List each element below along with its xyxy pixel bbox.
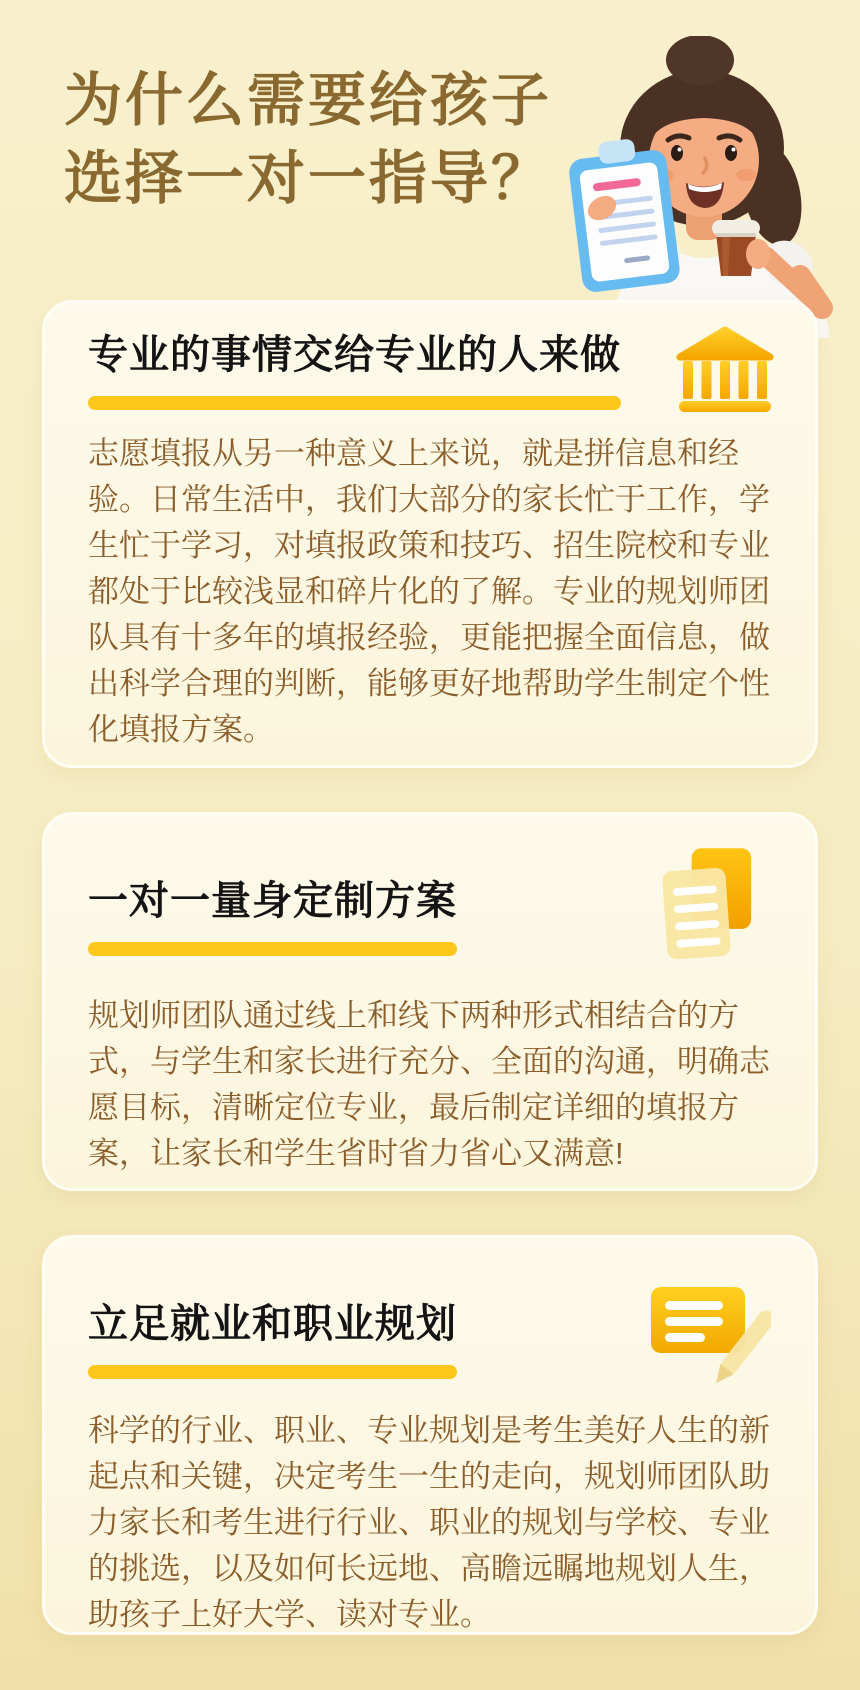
card-body-text: 规划师团队通过线上和线下两种形式相结合的方式，与学生和家长进行充分、全面的沟通，明确志愿目标，清晰定位专业，最后制定详细的填报方案，让家长和学生省时省力省心又满意!: [88, 998, 770, 1171]
card-heading: 立足就业和职业规划: [88, 1302, 457, 1346]
card-heading-block: [88, 877, 457, 956]
page-title-line2: 选择一对一指导？: [64, 146, 553, 211]
page-title: [64, 62, 552, 218]
card-heading-block: [88, 1300, 457, 1379]
heading-underline-bar: [88, 942, 457, 956]
card-professional-work: [42, 300, 818, 768]
card-heading: 专业的事情交给专业的人来做: [88, 333, 621, 377]
woman-clipboard-coffee-illustration: [520, 36, 860, 338]
card-custom-plan: [42, 812, 818, 1191]
heading-underline-bar: [88, 396, 621, 410]
bank-building-icon: [675, 325, 775, 413]
card-career-planning: [42, 1235, 818, 1635]
card-body-text: 科学的行业、职业、专业规划是考生美好人生的新起点和关键，决定考生一生的走向，规划师团队助力家长和考生进行行业、职业的规划与学校、专业的挑选，以及如何长远地、高瞻远瞩地规划人生，助孩子上好大学、读对专业。: [88, 1413, 770, 1632]
document-pen-icon: [647, 1282, 771, 1396]
card-heading-block: [88, 331, 621, 410]
clipboard-icon: [566, 135, 681, 294]
card-body-text: 志愿填报从另一种意义上来说，就是拼信息和经验。日常生活中，我们大部分的家长忙于工作，学生忙于学习，对填报政策和技巧、招生院校和专业都处于比较浅显和碎片化的了解。专业的规划师团队具有十多年的填报经验，更能把握全面信息，做出科学合理的判断，能够更好地帮助学生制定个性化填报方案。: [88, 436, 770, 747]
card-heading: 一对一量身定制方案: [88, 879, 457, 923]
page-title-line1: 为什么需要给孩子: [64, 68, 553, 133]
stacked-documents-icon: [659, 845, 755, 961]
heading-underline-bar: [88, 1365, 457, 1379]
